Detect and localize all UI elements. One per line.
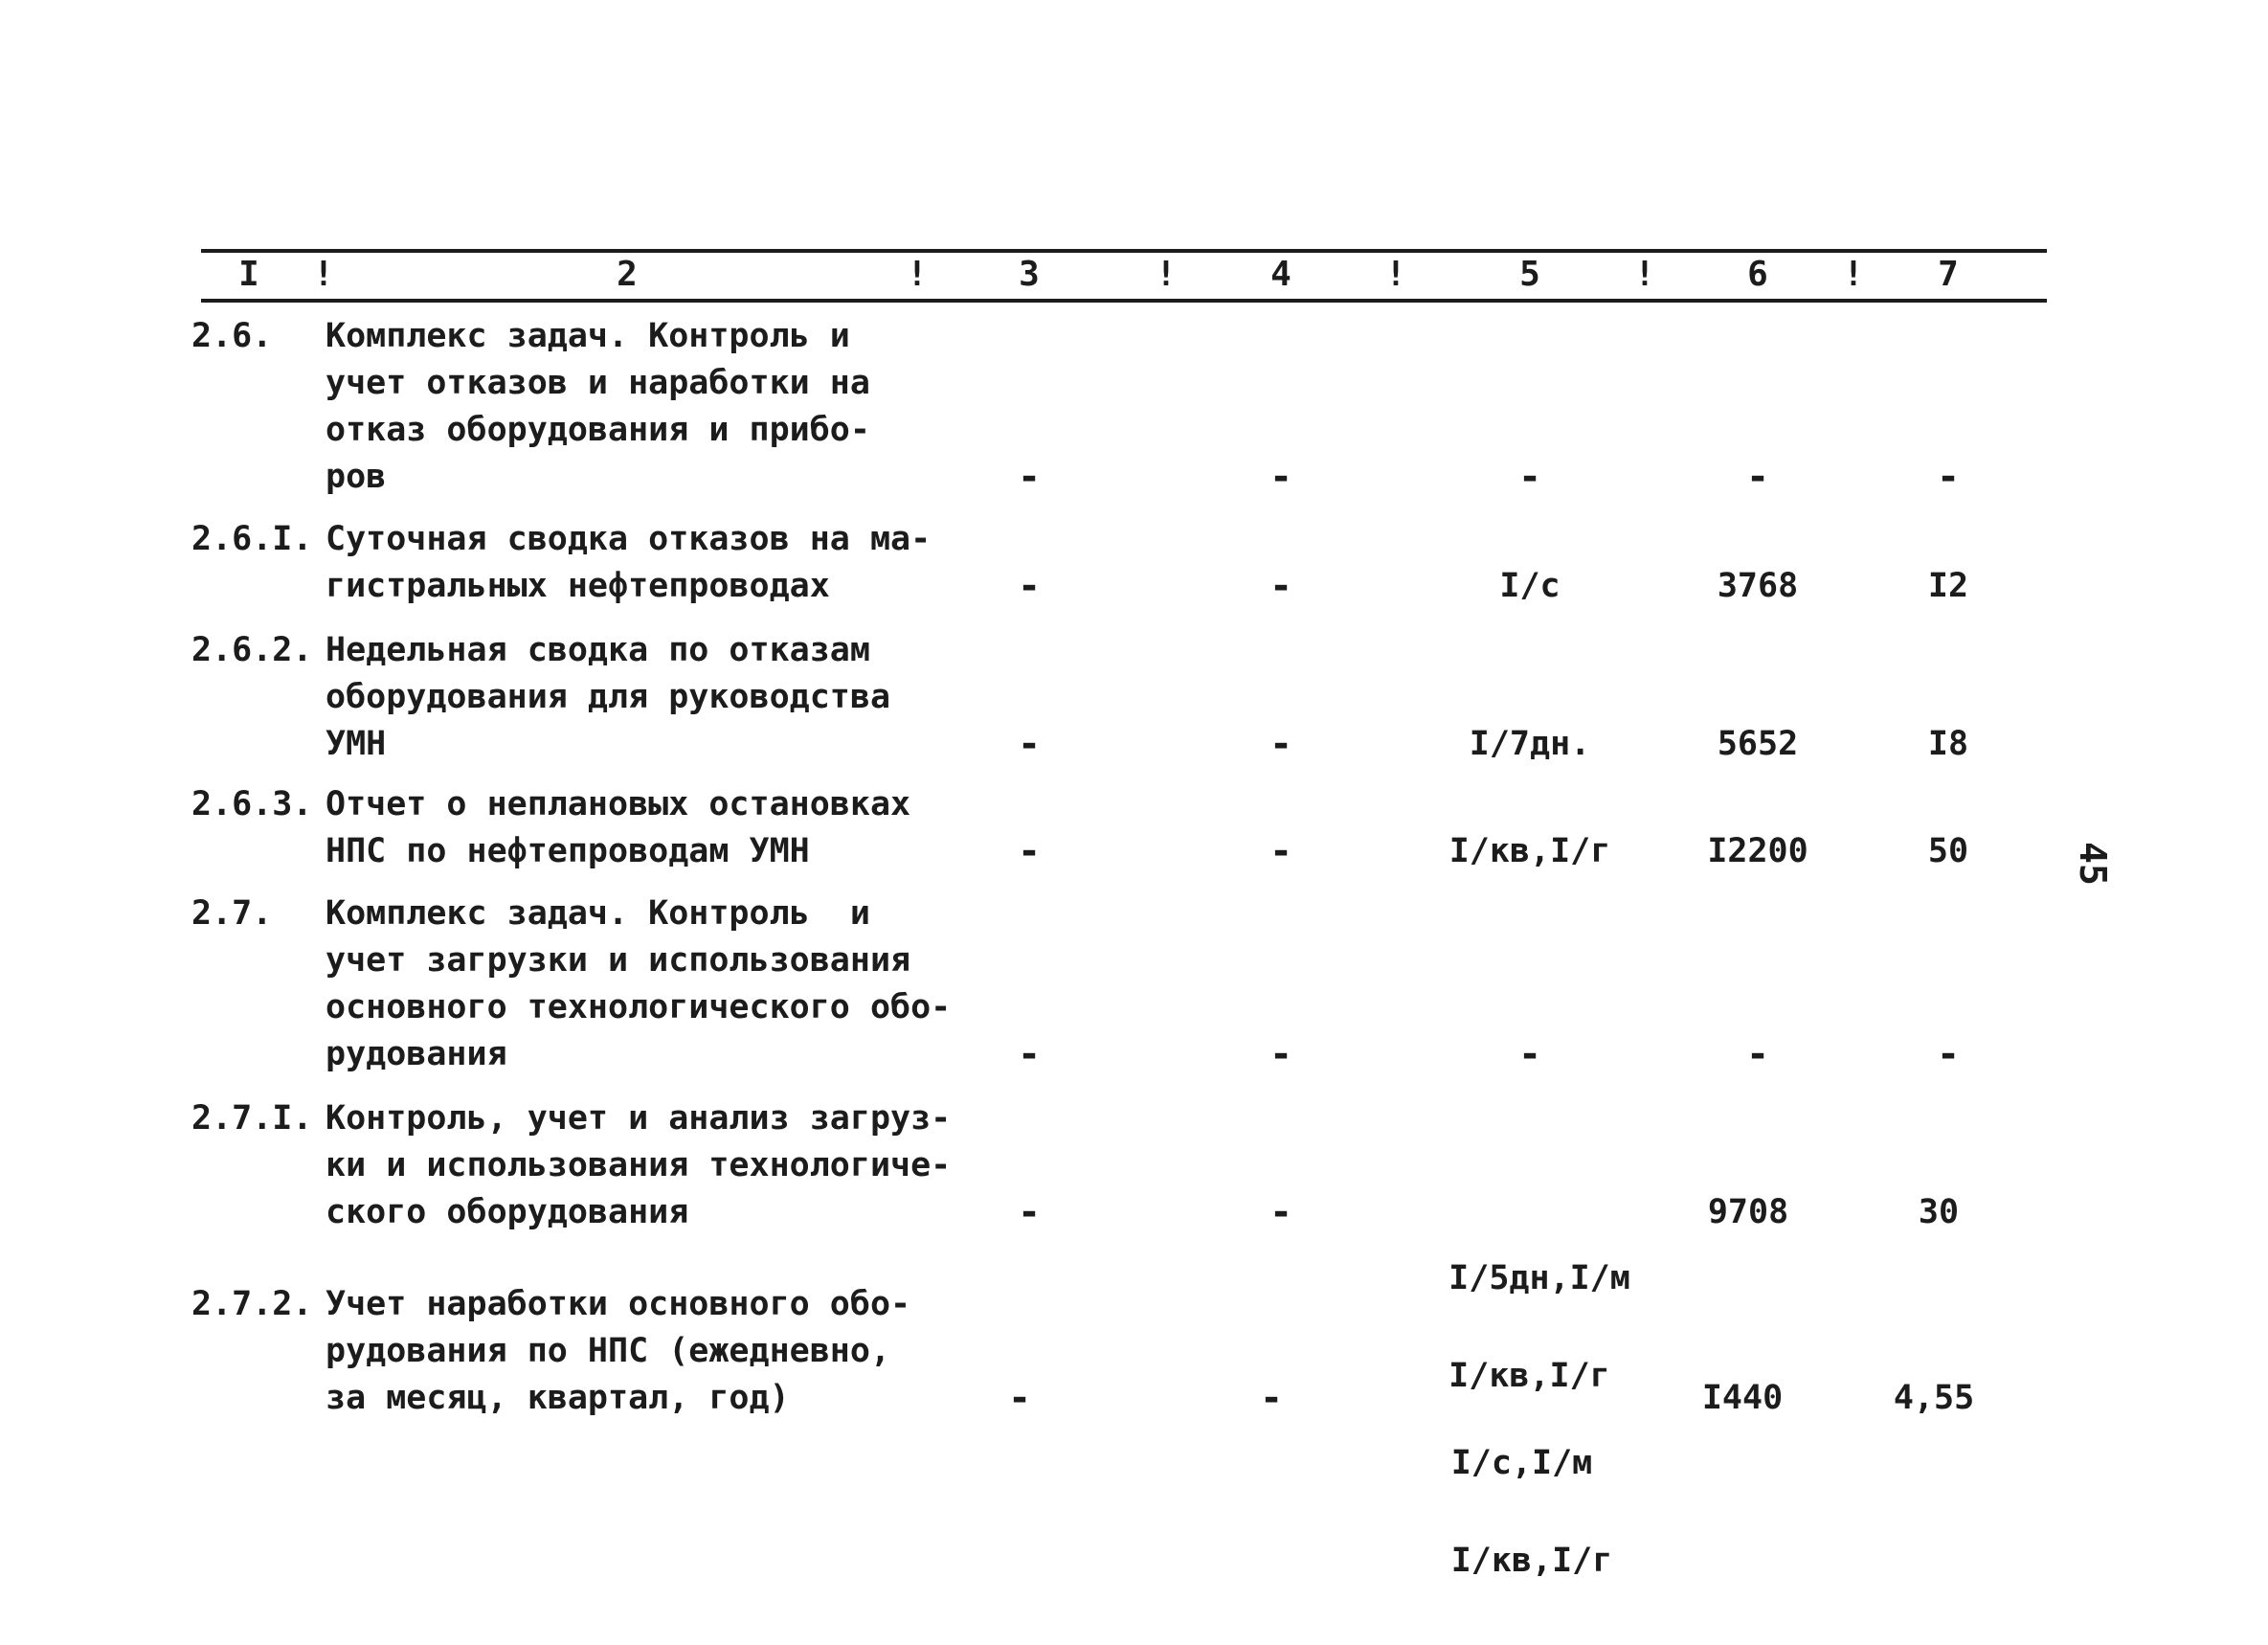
row-number: 2.6. xyxy=(191,317,273,355)
cell-col-6: - xyxy=(1745,455,1770,499)
cell-col-3: - xyxy=(1017,1190,1042,1234)
header-separator: ! xyxy=(313,255,334,294)
cell-col-6: I2200 xyxy=(1707,832,1808,870)
header-separator: ! xyxy=(1385,255,1406,294)
cell-col-7: I2 xyxy=(1927,567,1969,605)
cell-col-5: - xyxy=(1517,455,1542,499)
cell-col-6: - xyxy=(1745,1032,1770,1076)
cell-col-6: 3768 xyxy=(1717,567,1799,605)
cell-col-5-line-2: I/кв,I/г xyxy=(1450,1542,1613,1580)
header-col-7: 7 xyxy=(1938,255,1959,294)
cell-col-7: - xyxy=(1936,455,1961,499)
header-col-5: 5 xyxy=(1519,255,1540,294)
cell-col-4: - xyxy=(1269,722,1293,766)
header-col-1: I xyxy=(238,255,259,294)
cell-col-4: - xyxy=(1269,829,1293,873)
cell-col-5: I/c xyxy=(1499,567,1561,605)
cell-col-7: 50 xyxy=(1927,832,1969,870)
cell-col-5: I/7дн. xyxy=(1469,725,1591,763)
cell-col-6: 9708 xyxy=(1707,1193,1789,1231)
row-number: 2.7.2. xyxy=(191,1285,313,1323)
cell-col-3: - xyxy=(1017,564,1042,608)
cell-col-5 xyxy=(1451,1382,1613,1642)
cell-col-6: I440 xyxy=(1701,1379,1784,1417)
cell-col-5-line-1: I/c,I/м xyxy=(1450,1444,1593,1482)
row-description: Учет наработки основного обо- рудования по НПС (ежедневно, за месяц, квартал, год) xyxy=(326,1285,911,1417)
header-separator: ! xyxy=(1634,255,1655,294)
cell-col-4: - xyxy=(1269,455,1293,499)
cell-col-7: I8 xyxy=(1927,725,1969,763)
row-number: 2.6.2. xyxy=(191,631,313,669)
row-description: Комплекс задач. Контроль и учет загрузки и использования основного технологического обо- рудования xyxy=(326,894,952,1073)
header-col-6: 6 xyxy=(1747,255,1768,294)
cell-col-3: - xyxy=(1017,1032,1042,1076)
cell-col-3: - xyxy=(1007,1376,1032,1420)
cell-col-4: - xyxy=(1259,1376,1284,1420)
header-separator: ! xyxy=(1843,255,1864,294)
row-number: 2.7.I. xyxy=(191,1099,313,1138)
row-number: 2.7. xyxy=(191,894,273,933)
page-number: 45 xyxy=(2071,842,2114,886)
row-description: Комплекс задач. Контроль и учет отказов и наработки на отказ оборудования и прибо- ров xyxy=(326,317,870,496)
cell-col-5: - xyxy=(1517,1032,1542,1076)
cell-col-3: - xyxy=(1017,722,1042,766)
row-number: 2.6.I. xyxy=(191,520,313,558)
cell-col-4: - xyxy=(1269,1190,1293,1234)
header-separator: ! xyxy=(1156,255,1177,294)
cell-col-7: - xyxy=(1936,1032,1961,1076)
cell-col-4: - xyxy=(1269,1032,1293,1076)
header-col-3: 3 xyxy=(1019,255,1040,294)
cell-col-4: - xyxy=(1269,564,1293,608)
row-description: Отчет о неплановых остановках НПС по нефтепроводам УМН xyxy=(326,785,911,870)
header-col-2: 2 xyxy=(617,255,638,294)
cell-col-5-line-1: I/5дн,I/м xyxy=(1448,1259,1630,1297)
cell-col-3: - xyxy=(1017,455,1042,499)
table-header-rule xyxy=(201,299,2047,303)
cell-col-7: 30 xyxy=(1918,1193,1960,1231)
cell-col-5-line-2: I/кв,I/г xyxy=(1448,1357,1610,1395)
header-col-4: 4 xyxy=(1270,255,1291,294)
cell-col-7: 4,55 xyxy=(1893,1379,1975,1417)
row-description: Недельная сводка по отказам оборудования для руководства УМН xyxy=(326,631,891,763)
header-separator: ! xyxy=(907,255,928,294)
row-number: 2.6.3. xyxy=(191,785,313,823)
row-description: Суточная сводка отказов на ма- гистральных нефтепроводах xyxy=(326,520,932,605)
cell-col-6: 5652 xyxy=(1717,725,1799,763)
row-description: Контроль, учет и анализ загруз- ки и использования технологиче- ского оборудования xyxy=(326,1099,952,1231)
cell-col-5: I/кв,I/г xyxy=(1448,832,1611,870)
table-header xyxy=(0,251,2268,297)
cell-col-3: - xyxy=(1017,829,1042,873)
